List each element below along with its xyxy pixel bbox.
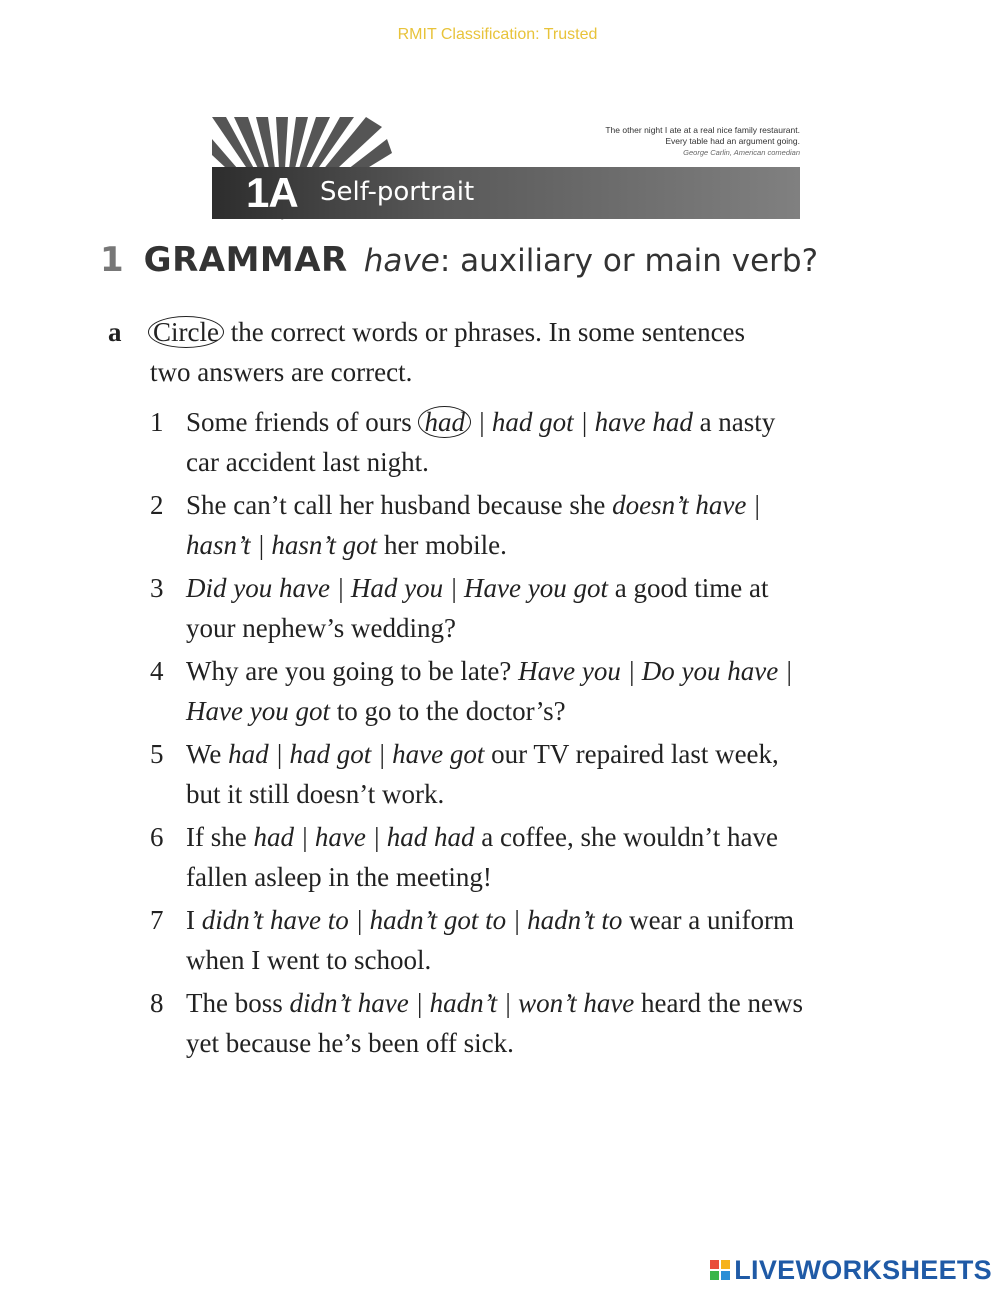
- list-item: [150, 817, 930, 897]
- exercise-letter: a: [108, 317, 122, 347]
- item-text-line2: but it still doesn’t work.: [186, 779, 445, 809]
- item-text: wear a uniform: [622, 905, 795, 935]
- item-text: a good time at: [607, 573, 769, 603]
- unit-code: 1A: [246, 169, 298, 216]
- logo-blocks-icon: [710, 1260, 730, 1280]
- list-item: 1 Some friends of ours had | had got | have had a nasty car accident last night.: [150, 402, 930, 482]
- item-text: The boss: [186, 988, 290, 1018]
- answer-option-selected[interactable]: had: [418, 406, 471, 438]
- logo-block: [721, 1260, 730, 1269]
- list-item: [150, 900, 930, 980]
- list-item: [150, 651, 930, 731]
- item-text: to go to the doctor’s?: [329, 696, 566, 726]
- list-item: [150, 485, 930, 565]
- item-text: heard the news: [634, 988, 803, 1018]
- section-word: GRAMMAR: [143, 240, 348, 280]
- unit-title: Self-portrait: [320, 177, 475, 207]
- item-text: a coffee, she wouldn’t have: [474, 822, 778, 852]
- section-heading: [100, 240, 818, 280]
- section-topic: : auxiliary or main verb?: [439, 243, 819, 279]
- item-text: her mobile.: [377, 530, 507, 560]
- item-number: 2: [150, 490, 164, 520]
- item-text-line2: when I went to school.: [186, 945, 432, 975]
- item-text: She can’t call her husband because she: [186, 490, 613, 520]
- item-number: 8: [150, 988, 164, 1018]
- item-text-line2: fallen asleep in the meeting!: [186, 862, 492, 892]
- epigraph-quote: [605, 125, 800, 158]
- item-text: We: [186, 739, 229, 769]
- item-text: Why are you going to be late?: [186, 656, 519, 686]
- item-text-line2: yet because he’s been off sick.: [186, 1028, 514, 1058]
- unit-banner: [212, 117, 800, 220]
- logo-block: [710, 1260, 719, 1269]
- answer-options[interactable]: didn’t have to | hadn’t got to | hadn’t to: [201, 905, 623, 935]
- item-number: 4: [150, 656, 164, 686]
- instruction-text: the correct words or phrases. In some sentences: [223, 317, 746, 347]
- item-text: Some friends of ours: [186, 407, 419, 437]
- quote-line: Every table had an argument going.: [665, 136, 800, 146]
- exercise-list: [150, 402, 930, 1066]
- answer-option[interactable]: have had: [594, 407, 693, 437]
- instruction-text-line2: two answers are correct.: [150, 357, 413, 387]
- item-number: 1: [150, 407, 164, 437]
- title-bar: [212, 167, 800, 219]
- circled-word: Circle: [148, 316, 224, 348]
- answer-options[interactable]: doesn’t have |: [612, 490, 761, 520]
- exercise-instruction: [108, 312, 928, 392]
- list-item: [150, 568, 930, 648]
- section-topic-verb: have: [363, 243, 440, 279]
- answer-options[interactable]: Have you got: [186, 696, 330, 726]
- list-item: [150, 983, 930, 1063]
- list-item: [150, 734, 930, 814]
- item-text-line2: your nephew’s wedding?: [186, 613, 456, 643]
- logo-block: [710, 1271, 719, 1280]
- logo-block: [721, 1271, 730, 1280]
- answer-options[interactable]: had | have | had had: [253, 822, 475, 852]
- answer-options[interactable]: Did you have | Had you | Have you got: [186, 573, 608, 603]
- item-number: 3: [150, 573, 164, 603]
- answer-options[interactable]: hasn’t | hasn’t got: [186, 530, 378, 560]
- item-text: a nasty: [692, 407, 776, 437]
- answer-options[interactable]: Have you | Do you have |: [518, 656, 793, 686]
- item-text: I: [186, 905, 202, 935]
- quote-author: George Carlin, American comedian: [683, 148, 800, 157]
- classification-label: RMIT Classification: Trusted: [397, 26, 598, 43]
- item-number: 5: [150, 739, 164, 769]
- answer-options[interactable]: didn’t have | hadn’t | won’t have: [289, 988, 635, 1018]
- liveworksheets-logo[interactable]: [710, 1255, 992, 1285]
- item-text: our TV repaired last week,: [484, 739, 779, 769]
- answer-option[interactable]: had got: [491, 407, 574, 437]
- item-number: 7: [150, 905, 164, 935]
- item-text-line2: car accident last night.: [186, 447, 429, 477]
- answer-options[interactable]: had | had got | have got: [228, 739, 485, 769]
- item-text: If she: [186, 822, 254, 852]
- section-number: 1: [100, 240, 124, 280]
- quote-line: The other night I ate at a real nice family restaurant.: [605, 125, 800, 135]
- item-number: 6: [150, 822, 164, 852]
- logo-text: LIVEWORKSHEETS: [734, 1254, 992, 1285]
